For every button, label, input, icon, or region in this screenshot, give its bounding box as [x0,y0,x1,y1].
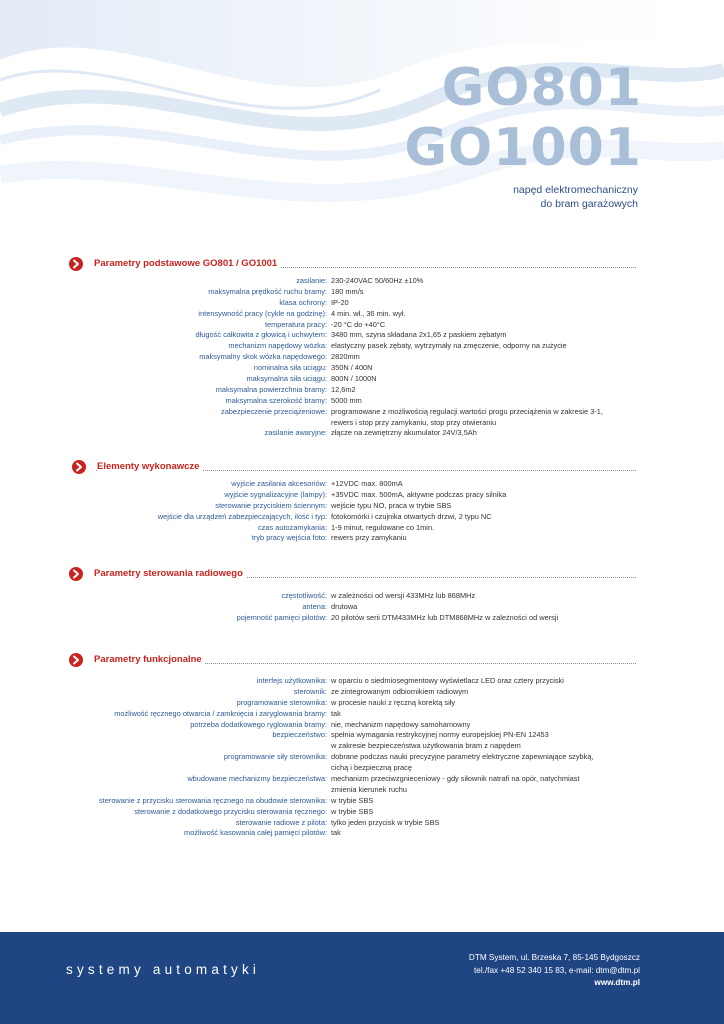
spec-label: mechanizm napędowy wózka: [228,341,327,351]
spec-label: bezpieczeństwo: [272,730,327,740]
spec-row [0,479,724,490]
spec-rows [0,479,724,544]
product-subtitle [513,183,638,211]
spec-row [0,320,724,331]
spec-value: 12,6m2 [331,384,356,394]
spec-value: zmienia kierunek ruchu [331,784,407,794]
spec-value: w oparciu o siedmiosegmentowy wyświetlacz LED oraz cztery przyciski [331,676,564,685]
spec-row [0,385,724,396]
subtitle-line-2: do bram garażowych [540,198,638,210]
spec-value: programowane z możliwością regulacji wartości progu przeciążenia w zakresie 3-1, [331,406,603,416]
spec-label: intensywność pracy (cykle na godzinę): [198,308,327,318]
section-title: Elementy wykonawcze [97,460,202,474]
spec-label: maksymalna powierzchnia bramy: [215,384,327,394]
spec-row [0,407,724,418]
spec-value: w zakresie bezpieczeństwa użytkowania bram z napędem [331,741,521,751]
spec-value: złącze na zewnętrzny akumulator 24V/3,5Ah [331,428,477,438]
spec-label: interfejs użytkownika: [256,676,327,685]
spec-label: długość całkowita z głowicą i uchwytem: [195,330,327,340]
section-header [0,459,724,475]
spec-row [0,418,724,429]
spec-rows [0,591,724,624]
spec-label: programowanie siły sterownika: [223,752,327,762]
spec-value: IP-20 [331,297,349,307]
section-header [0,566,724,582]
section-title: Parametry sterowania radiowego [94,567,246,581]
spec-label: sterowanie radiowe z pilota: [235,817,327,827]
spec-label: zasilanie awaryjne: [264,428,327,438]
spec-row [0,374,724,385]
footer-website-link[interactable]: www.dtm.pl [594,978,640,987]
spec-value: nie, mechanizm napędowy samohamowny [331,719,471,729]
spec-row [0,591,724,602]
spec-label: czas autozamykania: [257,522,327,532]
spec-row [0,676,724,687]
spec-row [0,687,724,698]
spec-label: zasilanie: [296,276,327,285]
chevron-right-icon [69,653,83,667]
spec-value: elastyczny pasek zębaty, wytrzymały na zmęczenie, odporny na zużycie [331,341,567,351]
footer-contact [469,952,640,990]
spec-value: 180 mm/s [331,286,364,296]
spec-value: 1-9 minut, regulowane co 1min. [331,522,435,532]
spec-row [0,785,724,796]
spec-label: antena: [302,601,327,611]
spec-value: ze zintegrowanym odbiornikiem radiowym [331,686,469,696]
spec-value: mechanizm przeciwzgnieceniowy - gdy siłownik natrafi na opór, natychmiast [331,774,580,784]
spec-value: 3480 mm, szyna składana 2x1,65 z paskiem zębatym [331,330,507,340]
spec-label: maksymalna siła uciągu: [246,374,327,384]
section-actuators [0,459,724,544]
spec-row [0,501,724,512]
spec-label: wyjście zasilania akcesoriów: [231,479,327,488]
spec-label: maksymalny skok wózka napędowego: [199,352,327,362]
spec-value: 230-240VAC 50/60Hz ±10% [331,276,424,285]
model-name-go1001: GO1001 [404,118,642,178]
spec-label: wejście dla urządzeń zabezpieczających, ilość i typ: [157,511,327,521]
spec-label: tryb pracy wejścia foto: [251,533,327,543]
spec-value: -20 °C do +40°C [331,319,386,329]
spec-row [0,613,724,624]
spec-row [0,396,724,407]
spec-label: sterownik: [293,686,327,696]
section-title: Parametry podstawowe GO801 / GO1001 [94,257,280,271]
chevron-right-icon [69,257,83,271]
spec-row [0,490,724,501]
spec-value: tak [331,828,341,838]
spec-row [0,330,724,341]
section-header [0,256,724,272]
spec-label: temperatura pracy: [264,319,327,329]
spec-row [0,602,724,613]
spec-row [0,287,724,298]
spec-row [0,512,724,523]
spec-label: możliwość ręcznego otwarcia / zamknięcia i zaryglowania bramy: [114,708,327,718]
spec-label: sterowanie przyciskiem ściennym: [215,500,327,510]
spec-value: spełnia wymagania restrykcyjnej normy europejskiej PN-EN 12453 [331,730,549,740]
section-title: Parametry funkcjonalne [94,653,205,667]
spec-value: 2820mm [331,352,360,362]
spec-value: 20 pilotów serii DTM433MHz lub DTM868MHz w zależności od wersji [331,612,559,622]
spec-label: programowanie sterownika: [236,697,327,707]
spec-row [0,752,724,763]
spec-row [0,796,724,807]
spec-label: nominalna siła uciągu: [253,363,327,373]
model-name-go801: GO801 [441,58,642,118]
spec-value: w procesie nauki z ręczną korektą siły [331,697,456,707]
spec-row [0,774,724,785]
spec-rows [0,676,724,839]
spec-value: tak [331,708,341,718]
spec-row [0,363,724,374]
spec-value: wejście typu NO, praca w trybie SBS [331,500,452,510]
section-radio-control [0,566,724,624]
spec-value: drutowa [331,601,358,611]
spec-label: sterowanie z dodatkowego przycisku sterowania ręcznego: [134,806,327,816]
spec-row [0,763,724,774]
spec-value: fotokomórki i czujnika otwartych drzwi, 2 typu NC [331,511,492,521]
spec-row [0,828,724,839]
chevron-right-icon [69,567,83,581]
chevron-right-icon [72,460,86,474]
spec-row [0,698,724,709]
section-basic-parameters [0,256,724,439]
spec-value: 800N / 1000N [331,374,377,384]
spec-value: w trybie SBS [331,795,374,805]
spec-label: pojemność pamięci pilotów: [236,612,327,622]
spec-label: zabezpieczenie przeciążeniowe: [221,406,327,416]
section-header [0,652,724,668]
spec-value: dobrane podczas nauki precyzyjne parametry elektryczne zapewniające szybką, [331,752,594,762]
spec-label: możliwość kasowania całej pamięci pilotów: [184,828,327,838]
spec-row [0,709,724,720]
spec-row [0,533,724,544]
spec-value: w trybie SBS [331,806,374,816]
spec-row [0,276,724,287]
spec-value: tylko jeden przycisk w trybie SBS [331,817,440,827]
spec-row [0,309,724,320]
footer-address: DTM System, ul. Brzeska 7, 85-145 Bydgoszcz [468,953,640,962]
spec-value: +12VDC max. 800mA [331,479,403,488]
spec-value: w zależności od wersji 433MHz lub 868MHz [331,591,476,600]
spec-value: rewers i stop przy zamykaniu, stop przy otwieraniu [331,417,497,427]
spec-label: klasa ochrony: [279,297,327,307]
spec-label: maksymalna prędkość ruchu bramy: [208,286,327,296]
spec-rows [0,276,724,439]
spec-value: 5000 mm [331,395,362,405]
footer-tagline: systemy automatyki [66,962,261,977]
spec-label: maksymalna szerokość bramy: [225,395,327,405]
spec-row [0,352,724,363]
footer-phone-email: tel./fax +48 52 340 15 83, e-mail: dtm@dtm.pl [473,965,640,975]
spec-value: rewers przy zamykaniu [331,533,407,543]
spec-row [0,741,724,752]
spec-label: wbudowane mechanizmy bezpieczeństwa: [187,774,327,784]
spec-label: częstotliwość: [281,591,327,600]
spec-row [0,428,724,439]
spec-row [0,730,724,741]
section-functional-parameters [0,652,724,839]
spec-label: wyjście sygnalizacyjne (lampy): [224,489,327,499]
spec-row [0,720,724,731]
subtitle-line-1: napęd elektromechaniczny [513,184,638,196]
spec-row [0,341,724,352]
spec-value: 350N / 400N [331,363,373,373]
spec-label: potrzeba dodatkowego ryglowania bramy: [190,719,327,729]
spec-value: 4 min. wł., 36 min. wył. [331,308,406,318]
spec-label: sterowanie z przycisku sterowania ręcznego na obudowie sterownika: [99,795,327,805]
spec-value: +35VDC max. 500mA, aktywne podczas pracy silnika [331,489,507,499]
spec-value: cichą i bezpieczną pracę [331,763,412,773]
spec-row [0,298,724,309]
spec-row [0,818,724,829]
footer-bar [0,932,724,1024]
spec-row [0,807,724,818]
spec-row [0,523,724,534]
